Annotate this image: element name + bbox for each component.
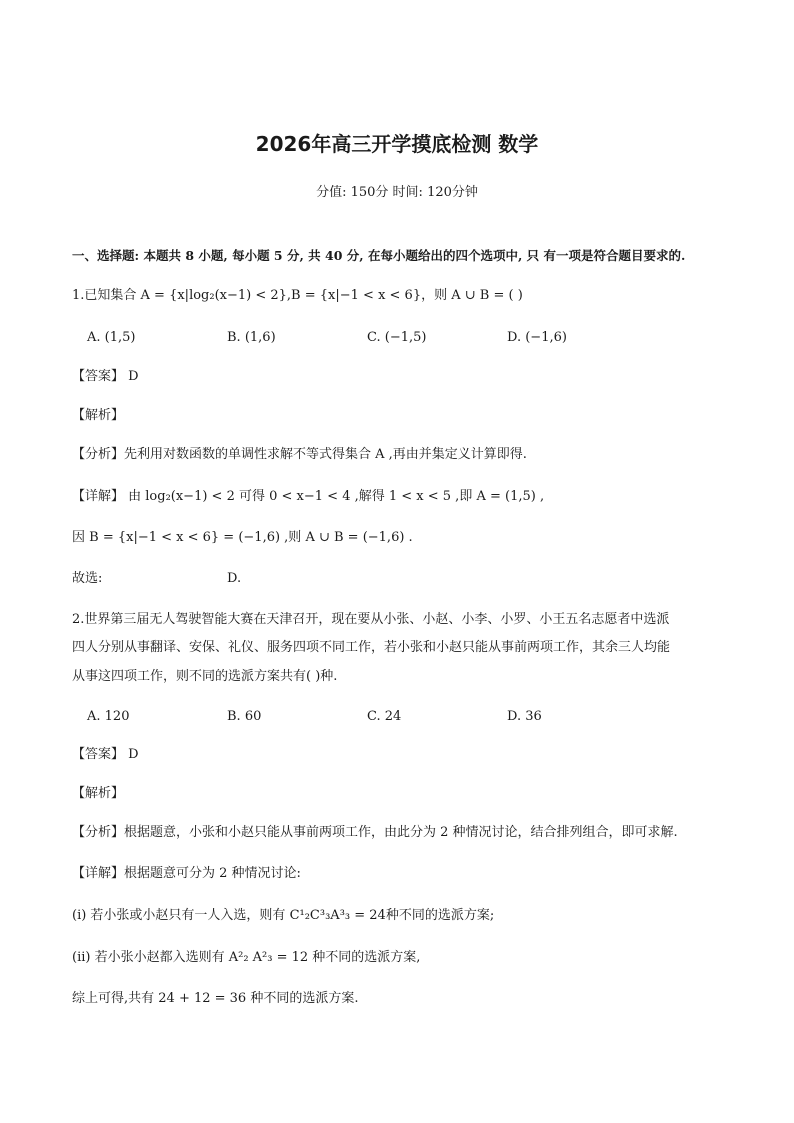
page-title: 2026年高三开学摸底检测 数学 bbox=[255, 132, 539, 156]
q1-answer: 【答案】 D bbox=[72, 369, 139, 384]
q1-option-b: B. (1,6) bbox=[227, 330, 276, 345]
q2-summary: 综上可得,共有 24 + 12 = 36 种不同的选派方案. bbox=[72, 991, 359, 1006]
q1-option-d: D. (−1,6) bbox=[507, 330, 567, 345]
q2-fenxi: 【分析】根据题意，小张和小赵只能从事前两项工作，由此分为 2 种情况讨论，结合排列组合，即可求解. bbox=[72, 825, 678, 840]
q2-option-b: B. 60 bbox=[227, 709, 262, 724]
q1-option-c: C. (−1,5) bbox=[367, 330, 427, 345]
q1-analysis-label: 【解析】 bbox=[72, 408, 125, 423]
q2-stem-line2: 四人分别从事翻译、安保、礼仪、服务四项不同工作，若小张和小赵只能从事前两项工作，其余三人均能 bbox=[72, 640, 671, 655]
q2-xiangjie: 【详解】根据题意可分为 2 种情况讨论: bbox=[72, 866, 301, 881]
q1-option-a: A. (1,5) bbox=[87, 330, 136, 345]
q1-xiangjie: 【详解】 由 log₂(x−1) < 2 可得 0 < x−1 < 4 ,解得 1 < x < 5 ,即 A = (1,5) , bbox=[72, 489, 545, 504]
q2-analysis-label: 【解析】 bbox=[72, 786, 125, 801]
section-heading: 一、选择题: 本题共 8 小题, 每小题 5 分, 共 40 分, 在每小题给出的四个选项中, 只 有一项是符合题目要求的. bbox=[72, 248, 686, 263]
q1-stem: 1.已知集合 A = {x|log₂(x−1) < 2},B = {x|−1 < x < 6}，则 A ∪ B = ( ) bbox=[72, 288, 523, 303]
q1-fenxi: 【分析】先利用对数函数的单调性求解不等式得集合 A ,再由并集定义计算即得. bbox=[72, 447, 527, 462]
q2-case-1: (i) 若小张或小赵只有一人入选，则有 C¹₂C³₃A³₃ = 24种不同的选派方案; bbox=[72, 908, 495, 923]
q2-answer: 【答案】 D bbox=[72, 747, 139, 762]
q2-option-c: C. 24 bbox=[367, 709, 402, 724]
q2-case-2: (ii) 若小张小赵都入选则有 A²₂ A²₃ = 12 种不同的选派方案, bbox=[72, 950, 421, 965]
q2-stem-line3: 从事这四项工作，则不同的选派方案共有( )种. bbox=[72, 669, 338, 684]
q2-option-d: D. 36 bbox=[507, 709, 542, 724]
page-subtitle: 分值: 150分 时间: 120分钟 bbox=[316, 185, 478, 200]
q1-choice-label: 故选: bbox=[72, 571, 103, 586]
q2-option-a: A. 120 bbox=[87, 709, 130, 724]
q1-conclusion: 因 B = {x|−1 < x < 6} = (−1,6) ,则 A ∪ B = (−1,6) . bbox=[72, 530, 413, 545]
q2-stem-line1: 2.世界第三届无人驾驶智能大赛在天津召开，现在要从小张、小赵、小李、小罗、小王五名志愿者中选派 bbox=[72, 612, 670, 627]
q1-choice-value: D. bbox=[227, 571, 242, 586]
